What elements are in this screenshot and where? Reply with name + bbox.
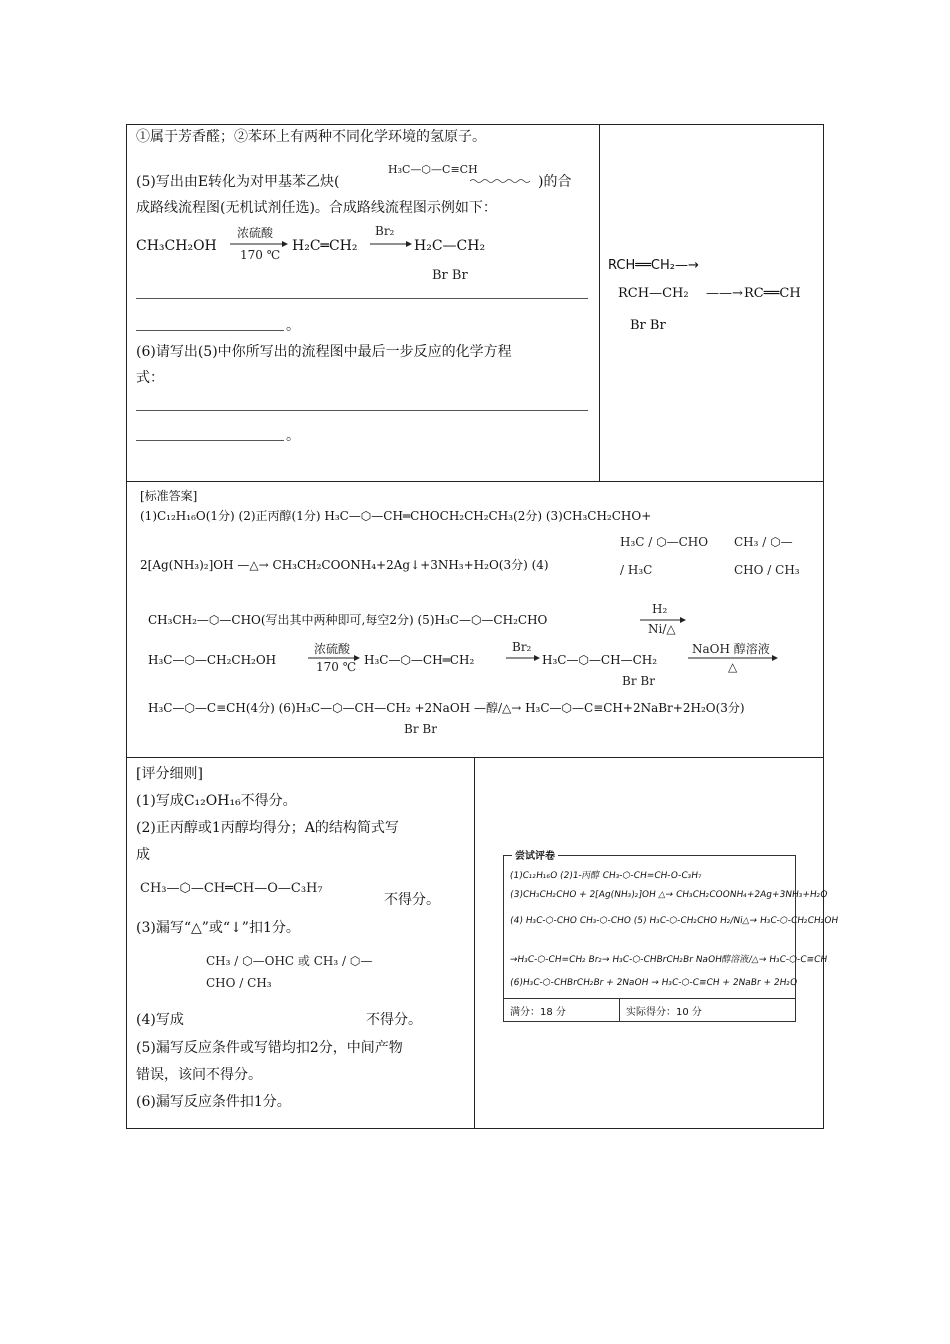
rubric-item1: (1)写成C₁₂OH₁₆不得分。 xyxy=(136,793,297,809)
q5-text-b: )的合 xyxy=(538,174,572,190)
rubric-title: [评分细则] xyxy=(136,766,203,782)
rubric-item2-molecule: CH₃—⬡—CH═CH—O—C₃H₇ xyxy=(140,881,323,896)
arrow-icon xyxy=(506,654,540,662)
sample-line3: (4) H₃C-⬡-CHO CH₃-⬡-CHO (5) H₃C-⬡-CH₂CHO H₂/Ni△→ H₃C-⬡-CH₂CH₂OH xyxy=(509,916,839,926)
row-divider-1 xyxy=(127,481,823,482)
hint-line1: RCH══CH₂—→ xyxy=(608,258,699,273)
answer-r4-cond1-bot: 170 ℃ xyxy=(316,660,357,674)
sample-header: 尝试评卷 xyxy=(512,847,558,862)
question-line1: ①属于芳香醛；②苯环上有两种不同化学环境的氢原子。 xyxy=(136,129,486,145)
answer-title: [标准答案] xyxy=(140,489,198,503)
rubric-item5b: 错误，该问不得分。 xyxy=(136,1067,262,1083)
answer-isomer-2: CH₃ / ⬡—CHO / CH₃ xyxy=(734,535,800,577)
answer-r4-cond3-top: NaOH 醇溶液 xyxy=(692,642,770,656)
rubric-item6: (6)漏写反应条件扣1分。 xyxy=(136,1094,291,1110)
example-cond1-top: 浓硫酸 xyxy=(237,226,274,240)
answer-row4-mid: H₃C—⬡—CH═CH₂ xyxy=(364,653,475,667)
rubric-item2c: 不得分。 xyxy=(384,892,440,908)
example-br-labels: Br Br xyxy=(432,268,468,283)
answer-r4-cond1-top: 浓硫酸 xyxy=(314,642,351,656)
footer-divider xyxy=(619,999,620,1021)
answer-isomer-1: H₃C / ⬡—CHO / H₃C xyxy=(620,535,709,577)
arrow-icon xyxy=(370,240,412,248)
example-end: H₂C—CH₂ xyxy=(414,238,486,254)
answer-r4-br: Br Br xyxy=(622,674,655,688)
rubric-item2b: 成 xyxy=(136,847,150,863)
answer-row5: H₃C—⬡—C≡CH(4分) (6)H₃C—⬡—CH—CH₂ +2NaOH —醇/△→ H₃C—⬡—C≡CH+2NaBr+2H₂O(3分) xyxy=(148,701,745,715)
hint-line2-left: RCH—CH₂ xyxy=(618,286,689,301)
answer-row2: 2[Ag(NH₃)₂]OH —△→ CH₃CH₂COONH₄+2Ag↓+3NH₃+H₂O(3分) (4) xyxy=(140,558,549,572)
wavy-underline-icon xyxy=(470,178,532,184)
sample-line1: (1)C₁₂H₁₆O (2)1-丙醇 CH₃-⬡-CH=CH-O-C₃H₇ xyxy=(509,871,703,881)
sample-answer-scan xyxy=(503,851,839,1022)
q5-text-a: (5)写出由E转化为对甲基苯乙炔( xyxy=(136,174,340,190)
rubric-item2a: (2)正丙醇或1丙醇均得分；A的结构简式写 xyxy=(136,820,399,836)
q5-text-c: 成路线流程图(无机试剂任选)。合成路线流程图示例如下： xyxy=(136,200,497,216)
answer-row1: (1)C₁₂H₁₆O(1分) (2)正丙醇(1分) H₃C—⬡—CH═CHOCH₂CH₂CH₃(2分) (3)CH₃CH₂CHO+ xyxy=(140,509,652,523)
answer-r5-br: Br Br xyxy=(404,722,437,736)
arrow-icon xyxy=(230,240,288,248)
answer-blank-line xyxy=(136,440,284,441)
period: 。 xyxy=(286,318,300,334)
answer-row4-start: H₃C—⬡—CH₂CH₂OH xyxy=(148,653,277,667)
q6-text-a: (6)请写出(5)中你所写出的流程图中最后一步反应的化学方程 xyxy=(136,344,512,360)
col-divider-top xyxy=(599,125,600,481)
answer-r3-cond-bot: Ni/△ xyxy=(648,622,676,636)
actual-score: 实际得分：10 分 xyxy=(626,1007,702,1018)
rubric-item4a: (4)写成 xyxy=(136,1012,184,1028)
answer-r4-cond3-bot: △ xyxy=(728,660,738,674)
answer-blank-line xyxy=(136,298,588,299)
answer-r4-cond2: Br₂ xyxy=(512,640,532,654)
example-cond1-bot: 170 ℃ xyxy=(240,248,281,262)
answer-blank-line xyxy=(136,410,588,411)
sample-line4: →H₃C-⬡-CH=CH₂ Br₂→ H₃C-⬡-CHBrCH₂Br NaOH醇溶液/△→ H₃C-⬡-C≡CH xyxy=(509,955,828,965)
rubric-item4b: 不得分。 xyxy=(366,1012,422,1028)
hint-line2-right: RC══CH xyxy=(744,286,801,301)
example-start: CH₃CH₂OH xyxy=(136,238,217,254)
sample-line5: (6)H₃C-⬡-CHBrCH₂Br + 2NaOH → H₃C-⬡-C≡CH + 2NaBr + 2H₂O xyxy=(509,978,798,988)
hint-br-labels: Br Br xyxy=(630,318,666,333)
q5-molecule: H₃C—⬡—C≡CH xyxy=(388,163,478,176)
example-mid: H₂C═CH₂ xyxy=(292,238,358,254)
col-divider-bottom xyxy=(474,757,475,1129)
row-divider-2 xyxy=(127,757,823,758)
rubric-item4-molecules: CH₃ / ⬡—OHC 或 CH₃ / ⬡—CHO / CH₃ xyxy=(206,954,373,990)
answer-r3-cond-top: H₂ xyxy=(652,602,668,616)
hint-arrow: ——→ xyxy=(706,286,743,301)
example-cond2-top: Br₂ xyxy=(375,224,395,238)
rubric-item3: (3)漏写“△”或“↓”扣1分。 xyxy=(136,920,300,936)
q6-text-b: 式： xyxy=(136,370,164,386)
period: 。 xyxy=(286,428,300,444)
sample-score-footer xyxy=(504,998,795,1021)
rubric-item5a: (5)漏写反应条件或写错均扣2分，中间产物 xyxy=(136,1040,403,1056)
full-score: 满分：18 分 xyxy=(510,1007,566,1018)
answer-blank-line xyxy=(136,330,284,331)
answer-row3: CH₃CH₂—⬡—CHO(写出其中两种即可,每空2分) (5)H₃C—⬡—CH₂CHO xyxy=(148,613,548,627)
answer-row4-end: H₃C—⬡—CH—CH₂ xyxy=(542,653,658,667)
sample-line2: (3)CH₃CH₂CHO + 2[Ag(NH₃)₂]OH △→ CH₃CH₂COONH₄+2Ag+3NH₃+H₂O xyxy=(509,890,828,900)
